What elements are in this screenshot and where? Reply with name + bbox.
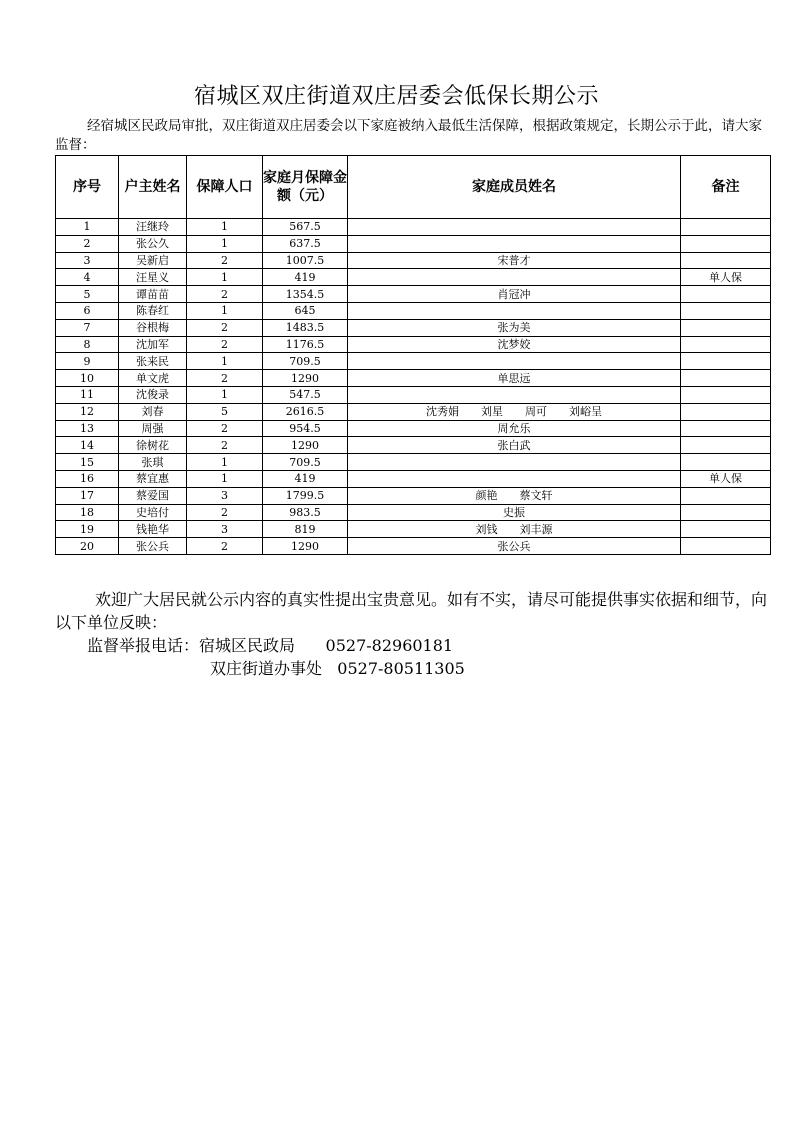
cell-head-name: 沈俊录 <box>119 386 187 403</box>
cell-head-name: 张来民 <box>119 353 187 370</box>
cell-members: 单思远 <box>348 370 681 387</box>
cell-head-name: 汪星义 <box>119 269 187 286</box>
cell-persons: 1 <box>187 470 263 487</box>
hotline-number-2: 0527-80511305 <box>337 659 465 678</box>
cell-head-name: 吴新启 <box>119 252 187 269</box>
cell-persons: 1 <box>187 269 263 286</box>
cell-note <box>681 403 771 420</box>
table-row <box>56 252 771 269</box>
cell-persons: 1 <box>187 302 263 319</box>
cell-note <box>681 386 771 403</box>
page-title: 宿城区双庄街道双庄居委会低保长期公示 <box>193 84 599 109</box>
cell-index: 6 <box>56 302 119 319</box>
cell-note <box>681 219 771 236</box>
cell-amount: 983.5 <box>263 504 348 521</box>
cell-amount: 419 <box>263 269 348 286</box>
hotline-label: 监督举报电话：宿城区民政局 <box>87 636 296 655</box>
cell-head-name: 沈加军 <box>119 336 187 353</box>
cell-members <box>348 386 681 403</box>
cell-amount: 645 <box>263 302 348 319</box>
cell-members: 沈秀娟 刘星 周可 刘峪呈 <box>348 403 681 420</box>
cell-head-name: 蔡宜惠 <box>119 470 187 487</box>
feedback-paragraph: 欢迎广大居民就公示内容的真实性提出宝贵意见。如有不实，请尽可能提供事实依据和细节，向以下单位反映： <box>55 590 768 632</box>
cell-persons: 5 <box>187 403 263 420</box>
cell-note <box>681 538 771 555</box>
cell-members <box>348 235 681 252</box>
cell-index: 16 <box>56 470 119 487</box>
cell-head-name: 陈春红 <box>119 302 187 319</box>
cell-persons: 2 <box>187 420 263 437</box>
cell-note <box>681 336 771 353</box>
table-row <box>56 504 771 521</box>
assistance-table <box>55 155 771 555</box>
cell-note <box>681 454 771 471</box>
cell-amount: 819 <box>263 521 348 538</box>
cell-amount: 709.5 <box>263 454 348 471</box>
cell-index: 12 <box>56 403 119 420</box>
header-members: 家庭成员姓名 <box>348 156 681 219</box>
cell-amount: 1290 <box>263 538 348 555</box>
cell-members <box>348 269 681 286</box>
cell-members <box>348 219 681 236</box>
cell-head-name: 谷根梅 <box>119 319 187 336</box>
cell-amount: 1354.5 <box>263 286 348 303</box>
table-row <box>56 370 771 387</box>
table-row <box>56 470 771 487</box>
cell-index: 3 <box>56 252 119 269</box>
cell-index: 18 <box>56 504 119 521</box>
table-row <box>56 286 771 303</box>
table-header-row <box>56 156 771 219</box>
cell-persons: 1 <box>187 219 263 236</box>
cell-index: 5 <box>56 286 119 303</box>
table-row <box>56 420 771 437</box>
header-note: 备注 <box>681 156 771 219</box>
table-row <box>56 353 771 370</box>
cell-members: 周允乐 <box>348 420 681 437</box>
cell-amount: 419 <box>263 470 348 487</box>
cell-note <box>681 286 771 303</box>
cell-members: 宋普才 <box>348 252 681 269</box>
hotline-line-2 <box>55 657 770 680</box>
cell-head-name: 张琪 <box>119 454 187 471</box>
cell-index: 20 <box>56 538 119 555</box>
cell-amount: 1176.5 <box>263 336 348 353</box>
hotline-number-1: 0527-82960181 <box>325 636 454 655</box>
cell-persons: 3 <box>187 487 263 504</box>
cell-persons: 2 <box>187 252 263 269</box>
cell-index: 19 <box>56 521 119 538</box>
header-index: 序号 <box>56 156 119 219</box>
cell-head-name: 钱艳华 <box>119 521 187 538</box>
cell-amount: 1799.5 <box>263 487 348 504</box>
cell-amount: 547.5 <box>263 386 348 403</box>
cell-head-name: 张公久 <box>119 235 187 252</box>
cell-index: 1 <box>56 219 119 236</box>
cell-note: 单人保 <box>681 470 771 487</box>
cell-note <box>681 504 771 521</box>
cell-note <box>681 370 771 387</box>
cell-index: 2 <box>56 235 119 252</box>
cell-head-name: 刘春 <box>119 403 187 420</box>
cell-members: 肖冠冲 <box>348 286 681 303</box>
cell-persons: 2 <box>187 437 263 454</box>
cell-amount: 709.5 <box>263 353 348 370</box>
cell-persons: 1 <box>187 454 263 471</box>
office-label: 双庄街道办事处 <box>210 659 323 678</box>
cell-note <box>681 353 771 370</box>
cell-head-name: 徐树花 <box>119 437 187 454</box>
cell-head-name: 单文虎 <box>119 370 187 387</box>
table-row <box>56 403 771 420</box>
cell-note <box>681 235 771 252</box>
cell-amount: 1290 <box>263 437 348 454</box>
cell-members <box>348 353 681 370</box>
cell-members <box>348 302 681 319</box>
cell-persons: 2 <box>187 370 263 387</box>
cell-members <box>348 454 681 471</box>
cell-amount: 637.5 <box>263 235 348 252</box>
cell-index: 9 <box>56 353 119 370</box>
cell-members <box>348 470 681 487</box>
hotline-line-1 <box>55 634 770 657</box>
cell-head-name: 张公兵 <box>119 538 187 555</box>
table-row <box>56 538 771 555</box>
table-row <box>56 269 771 286</box>
cell-index: 4 <box>56 269 119 286</box>
table-row <box>56 521 771 538</box>
header-head-name: 户主姓名 <box>119 156 187 219</box>
table-row <box>56 386 771 403</box>
cell-members: 刘钱 刘丰源 <box>348 521 681 538</box>
intro-paragraph: 经宿城区民政局审批，双庄街道双庄居委会以下家庭被纳入最低生活保障，根据政策规定，长期公示于此，请大家监督： <box>55 118 762 153</box>
cell-members: 沈梦姣 <box>348 336 681 353</box>
cell-amount: 1290 <box>263 370 348 387</box>
table-row <box>56 454 771 471</box>
cell-index: 10 <box>56 370 119 387</box>
cell-amount: 1007.5 <box>263 252 348 269</box>
header-amount: 家庭月保障金额（元） <box>263 156 348 219</box>
cell-amount: 1483.5 <box>263 319 348 336</box>
cell-head-name: 蔡爱国 <box>119 487 187 504</box>
cell-members: 张公兵 <box>348 538 681 555</box>
cell-note <box>681 302 771 319</box>
cell-index: 15 <box>56 454 119 471</box>
cell-note <box>681 420 771 437</box>
table-row <box>56 336 771 353</box>
cell-index: 14 <box>56 437 119 454</box>
cell-persons: 2 <box>187 336 263 353</box>
cell-amount: 954.5 <box>263 420 348 437</box>
cell-index: 13 <box>56 420 119 437</box>
cell-index: 17 <box>56 487 119 504</box>
cell-persons: 1 <box>187 386 263 403</box>
table-row <box>56 302 771 319</box>
cell-persons: 2 <box>187 504 263 521</box>
cell-persons: 2 <box>187 538 263 555</box>
table-row <box>56 437 771 454</box>
table-row <box>56 235 771 252</box>
cell-note <box>681 252 771 269</box>
cell-members: 张为美 <box>348 319 681 336</box>
cell-head-name: 周强 <box>119 420 187 437</box>
cell-note: 单人保 <box>681 269 771 286</box>
cell-persons: 3 <box>187 521 263 538</box>
cell-index: 8 <box>56 336 119 353</box>
cell-amount: 2616.5 <box>263 403 348 420</box>
cell-persons: 2 <box>187 286 263 303</box>
cell-head-name: 汪继玲 <box>119 219 187 236</box>
cell-index: 11 <box>56 386 119 403</box>
cell-persons: 2 <box>187 319 263 336</box>
header-persons: 保障人口 <box>187 156 263 219</box>
cell-members: 史振 <box>348 504 681 521</box>
cell-note <box>681 487 771 504</box>
cell-note <box>681 521 771 538</box>
cell-members: 张白武 <box>348 437 681 454</box>
cell-persons: 1 <box>187 235 263 252</box>
table-body <box>56 219 771 555</box>
footer <box>55 588 770 680</box>
cell-persons: 1 <box>187 353 263 370</box>
cell-note <box>681 437 771 454</box>
cell-head-name: 谭苗苗 <box>119 286 187 303</box>
cell-amount: 567.5 <box>263 219 348 236</box>
table-row <box>56 319 771 336</box>
cell-members: 颜艳 蔡文轩 <box>348 487 681 504</box>
cell-note <box>681 319 771 336</box>
cell-head-name: 史培付 <box>119 504 187 521</box>
cell-index: 7 <box>56 319 119 336</box>
table-row <box>56 487 771 504</box>
table-row <box>56 219 771 236</box>
